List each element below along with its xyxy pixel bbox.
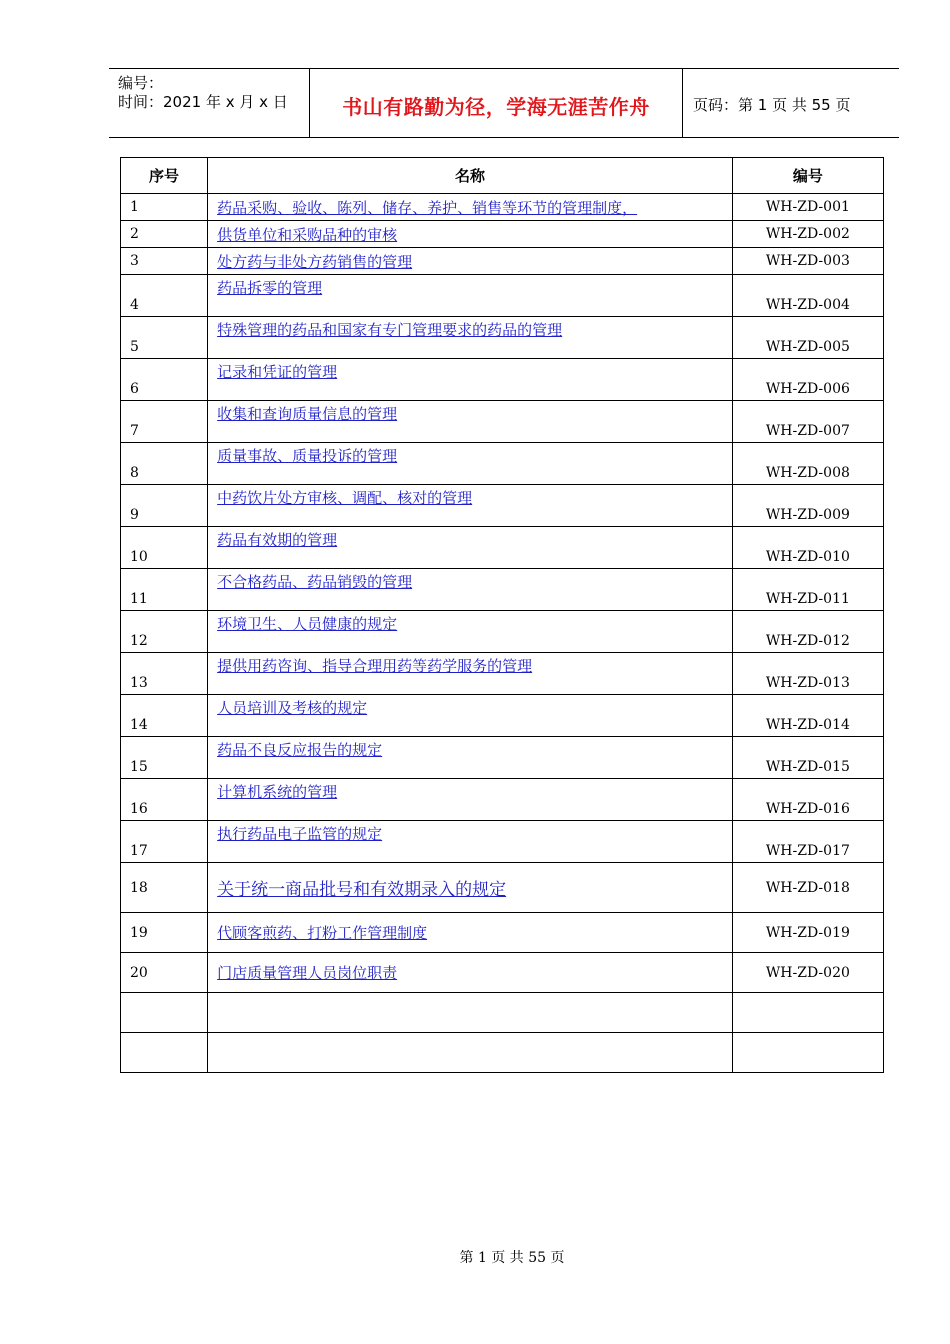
row-code: WH-ZD-003 [732,248,883,275]
row-code: WH-ZD-013 [732,653,883,695]
header-name: 名称 [208,158,733,194]
row-name-cell [208,248,733,275]
page-info: 页码：第 1 页 共 55 页 [693,96,851,114]
table-row [121,359,884,401]
row-index: 2 [121,221,208,248]
table-row [121,913,884,953]
row-link[interactable]: 代顾客煎药、打粉工作管理制度 [217,924,428,942]
empty-cell [732,993,883,1033]
row-index: 1 [121,194,208,221]
row-link[interactable]: 不合格药品、药品销毁的管理 [217,573,413,591]
serial-label: 编号： [118,74,164,92]
motto-text: 书山有路勤为径，学海无涯苦作舟 [342,95,650,119]
table-header-row [121,158,884,194]
row-name-cell [208,611,733,653]
row-code: WH-ZD-005 [732,317,883,359]
table-row-empty [121,1033,884,1073]
table-row [121,569,884,611]
row-code: WH-ZD-006 [732,359,883,401]
empty-cell [732,1033,883,1073]
row-link[interactable]: 门店质量管理人员岗位职责 [217,964,398,982]
row-index: 7 [121,401,208,443]
row-name-cell [208,913,733,953]
row-link[interactable]: 人员培训及考核的规定 [217,699,368,717]
row-link[interactable]: 药品采购、验收、陈列、储存、养护、销售等环节的管理制度， [217,198,638,217]
table-row [121,821,884,863]
table-row [121,248,884,275]
row-link[interactable]: 药品有效期的管理 [217,531,338,549]
header-code: 编号 [732,158,883,194]
header-page-cell [683,69,899,137]
row-link[interactable]: 处方药与非处方药销售的管理 [217,252,413,271]
row-name-cell [208,485,733,527]
row-index: 4 [121,275,208,317]
row-index: 8 [121,443,208,485]
header-motto-cell [310,69,683,137]
row-index: 18 [121,863,208,913]
row-code: WH-ZD-015 [732,737,883,779]
row-code: WH-ZD-011 [732,569,883,611]
row-code: WH-ZD-004 [732,275,883,317]
row-code: WH-ZD-009 [732,485,883,527]
row-code: WH-ZD-012 [732,611,883,653]
table-row [121,527,884,569]
row-code: WH-ZD-010 [732,527,883,569]
row-name-cell [208,953,733,993]
row-link[interactable]: 中药饮片处方审核、调配、核对的管理 [217,489,473,507]
row-name-cell [208,221,733,248]
page-header [109,68,899,138]
row-code: WH-ZD-017 [732,821,883,863]
row-name-cell [208,863,733,913]
row-link[interactable]: 药品拆零的管理 [217,279,323,297]
table-row [121,695,884,737]
table-row [121,863,884,913]
row-link[interactable]: 质量事故、质量投诉的管理 [217,447,398,465]
row-code: WH-ZD-001 [732,194,883,221]
table-row [121,653,884,695]
row-link[interactable]: 关于统一商品批号和有效期录入的规定 [217,880,507,900]
table-row [121,401,884,443]
time-label: 时间：2021 年 x 月 x 日 [118,93,288,111]
row-index: 19 [121,913,208,953]
row-name-cell [208,653,733,695]
row-name-cell [208,695,733,737]
row-code: WH-ZD-016 [732,779,883,821]
row-name-cell [208,527,733,569]
row-name-cell [208,194,733,221]
table-row-empty [121,993,884,1033]
table-row [121,275,884,317]
regulation-table [120,157,884,1073]
row-link[interactable]: 收集和查询质量信息的管理 [217,405,398,423]
table-row [121,611,884,653]
empty-cell [208,993,733,1033]
row-code: WH-ZD-018 [732,863,883,913]
row-name-cell [208,569,733,611]
row-link[interactable]: 环境卫生、人员健康的规定 [217,615,398,633]
row-name-cell [208,821,733,863]
row-name-cell [208,317,733,359]
row-code: WH-ZD-014 [732,695,883,737]
row-name-cell [208,359,733,401]
header-meta-cell [109,69,310,137]
page-footer: 第 1 页 共 55 页 [459,1250,565,1266]
table-row [121,317,884,359]
row-link[interactable]: 特殊管理的药品和国家有专门管理要求的药品的管理 [217,321,563,339]
row-link[interactable]: 提供用药咨询、指导合理用药等药学服务的管理 [217,657,533,675]
row-index: 13 [121,653,208,695]
row-name-cell [208,401,733,443]
row-index: 14 [121,695,208,737]
row-link[interactable]: 计算机系统的管理 [217,783,338,801]
row-code: WH-ZD-002 [732,221,883,248]
row-name-cell [208,275,733,317]
row-link[interactable]: 药品不良反应报告的规定 [217,741,383,759]
row-index: 10 [121,527,208,569]
row-index: 6 [121,359,208,401]
table-row [121,485,884,527]
row-code: WH-ZD-019 [732,913,883,953]
row-index: 3 [121,248,208,275]
table-row [121,443,884,485]
row-name-cell [208,443,733,485]
row-code: WH-ZD-008 [732,443,883,485]
row-name-cell [208,737,733,779]
row-name-cell [208,779,733,821]
empty-cell [208,1033,733,1073]
empty-cell [121,1033,208,1073]
header-index: 序号 [121,158,208,194]
table-row [121,953,884,993]
table-row [121,779,884,821]
empty-cell [121,993,208,1033]
row-link[interactable]: 执行药品电子监管的规定 [217,825,383,843]
row-link[interactable]: 供货单位和采购品种的审核 [217,225,398,244]
row-index: 9 [121,485,208,527]
row-index: 15 [121,737,208,779]
row-index: 17 [121,821,208,863]
table-row [121,194,884,221]
row-index: 20 [121,953,208,993]
row-index: 16 [121,779,208,821]
row-index: 12 [121,611,208,653]
table-row [121,221,884,248]
row-link[interactable]: 记录和凭证的管理 [217,363,338,381]
row-index: 11 [121,569,208,611]
row-code: WH-ZD-020 [732,953,883,993]
table-row [121,737,884,779]
row-code: WH-ZD-007 [732,401,883,443]
row-index: 5 [121,317,208,359]
